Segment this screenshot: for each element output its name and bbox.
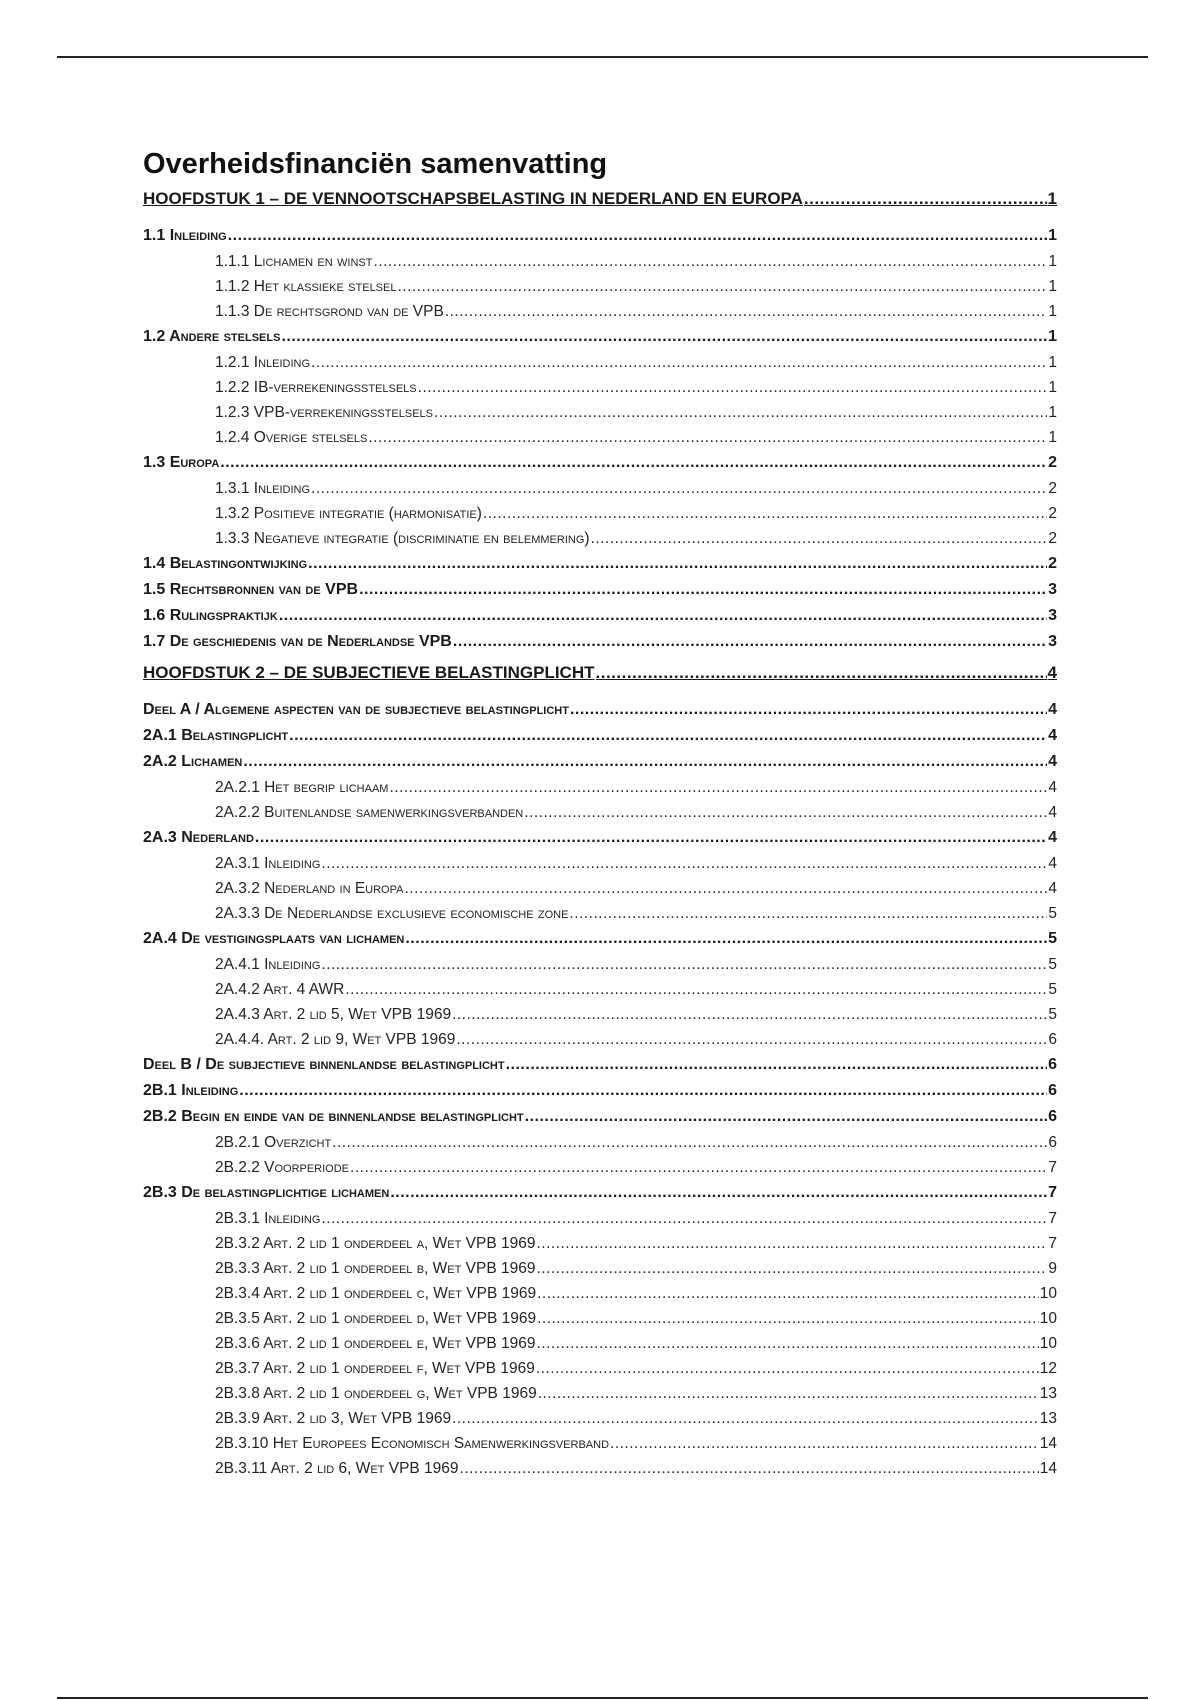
toc-entry-title: 2B.2.1 Overzicht — [215, 1134, 332, 1151]
toc-subsection-entry[interactable] — [143, 1431, 1057, 1456]
toc-dot-leader — [536, 1256, 1047, 1281]
top-rule — [57, 56, 1148, 58]
toc-entry-title: 1.3.1 Inleiding — [215, 480, 311, 497]
toc-entry-title: 2B.3.4 Art. 2 lid 1 onderdeel c, Wet VPB 1969 — [215, 1285, 537, 1302]
toc-dot-leader — [405, 926, 1047, 952]
toc-subsection-entry[interactable] — [143, 1331, 1057, 1356]
toc-entry-title: Deel B / De subjectieve binnenlandse belastingplicht — [143, 1056, 505, 1073]
toc-section-entry[interactable] — [143, 723, 1057, 749]
toc-page-number: 6 — [1048, 1031, 1057, 1048]
toc-page-number: 7 — [1048, 1159, 1057, 1176]
toc-page-number: 14 — [1039, 1435, 1057, 1452]
toc-dot-leader — [537, 1281, 1039, 1306]
toc-subsection-entry[interactable] — [143, 1456, 1057, 1481]
toc-entry-title: 1.3.2 Positieve integratie (harmonisatie) — [215, 505, 482, 522]
toc-page-number: 14 — [1039, 1460, 1057, 1477]
toc-page-number: 10 — [1039, 1310, 1057, 1327]
toc-dot-leader — [345, 977, 1047, 1002]
toc-dot-leader — [321, 851, 1047, 876]
toc-page-number: 6 — [1048, 1082, 1057, 1099]
toc-entry-title: 2B.2.2 Voorperiode — [215, 1159, 350, 1176]
toc-subsection-entry[interactable] — [143, 1256, 1057, 1281]
toc-section-entry[interactable] — [143, 926, 1057, 952]
toc-page-number: 7 — [1048, 1184, 1057, 1201]
toc-entry-title: 1.2.1 Inleiding — [215, 354, 311, 371]
toc-page-number: 5 — [1048, 905, 1057, 922]
toc-entry-title: 1.5 Rechtsbronnen van de VPB — [143, 581, 359, 598]
toc-subsection-entry[interactable] — [143, 476, 1057, 501]
toc-page-number: 1 — [1048, 354, 1057, 371]
toc-dot-leader — [452, 1406, 1039, 1431]
toc-page-number: 4 — [1048, 701, 1057, 718]
toc-entry-title: 2A.4 De vestigingsplaats van lichamen — [143, 930, 405, 947]
toc-entry-title: 1.1.1 Lichamen en winst — [215, 253, 373, 270]
toc-page-number: 3 — [1048, 607, 1057, 624]
toc-subsection-entry[interactable] — [143, 800, 1057, 825]
toc-entry-title: 2B.1 Inleiding — [143, 1082, 239, 1099]
toc-page-number: 13 — [1039, 1385, 1057, 1402]
toc-section-entry[interactable] — [143, 825, 1057, 851]
toc-page-number: 1 — [1048, 328, 1057, 345]
toc-chapter-entry[interactable] — [143, 185, 1057, 212]
toc-entry-title: HOOFDSTUK 1 – DE VENNOOTSCHAPSBELASTING IN NEDERLAND EN EUROPA — [143, 189, 803, 208]
toc-dot-leader — [483, 501, 1047, 526]
toc-entry-title: 2A.4.4. Art. 2 lid 9, Wet VPB 1969 — [215, 1031, 456, 1048]
toc-dot-leader — [445, 299, 1048, 324]
toc-dot-leader — [418, 375, 1048, 400]
toc-entry-title: 2A.4.2 Art. 4 AWR — [215, 981, 345, 998]
toc-page-number: 13 — [1039, 1410, 1057, 1427]
toc-page-number: 1 — [1048, 429, 1057, 446]
toc-subsection-entry[interactable] — [143, 1356, 1057, 1381]
toc-dot-leader — [404, 876, 1047, 901]
toc-subsection-entry[interactable] — [143, 299, 1057, 324]
toc-page-number: 4 — [1048, 779, 1057, 796]
toc-dot-leader — [538, 1381, 1039, 1406]
toc-dot-leader — [350, 1155, 1047, 1180]
toc-entry-title: 1.1.2 Het klassieke stelsel — [215, 278, 397, 295]
toc-dot-leader — [610, 1431, 1039, 1456]
toc-section-entry[interactable] — [143, 1052, 1057, 1078]
toc-page-number: 4 — [1048, 855, 1057, 872]
document-body — [143, 145, 1057, 1481]
toc-page-number: 1 — [1048, 379, 1057, 396]
toc-entry-title: HOOFDSTUK 2 – DE SUBJECTIEVE BELASTINGPLICHT — [143, 663, 595, 682]
toc-spacer — [143, 212, 1057, 223]
toc-section-entry[interactable] — [143, 697, 1057, 723]
toc-entry-title: 1.4 Belastingontwijking — [143, 555, 308, 572]
toc-dot-leader — [453, 629, 1047, 655]
toc-dot-leader — [537, 1306, 1039, 1331]
toc-entry-title: 2B.3.1 Inleiding — [215, 1210, 321, 1227]
toc-page-number: 9 — [1048, 1260, 1057, 1277]
toc-dot-leader — [243, 749, 1047, 775]
toc-dot-leader — [452, 1002, 1047, 1027]
toc-subsection-entry[interactable] — [143, 901, 1057, 926]
bottom-rule — [57, 1697, 1148, 1699]
toc-page-number: 5 — [1048, 956, 1057, 973]
toc-page-number: 7 — [1048, 1235, 1057, 1252]
toc-page-number: 10 — [1039, 1285, 1057, 1302]
document-title: Overheidsfinanciën samenvatting — [143, 148, 608, 180]
toc-dot-leader — [536, 1331, 1038, 1356]
toc-dot-leader — [536, 1231, 1047, 1256]
toc-subsection-entry[interactable] — [143, 501, 1057, 526]
toc-entry-title: 2B.2 Begin en einde van de binnenlandse belastingplicht — [143, 1108, 524, 1125]
toc-page-number: 3 — [1048, 633, 1057, 650]
toc-dot-leader — [804, 185, 1047, 212]
toc-subsection-entry[interactable] — [143, 249, 1057, 274]
toc-page-number: 6 — [1048, 1056, 1057, 1073]
toc-entry-title: 2A.3.2 Nederland in Europa — [215, 880, 404, 897]
toc-page-number: 2 — [1048, 555, 1057, 572]
toc-entry-title: 2B.3.10 Het Europees Economisch Samenwerkingsverband — [215, 1435, 610, 1452]
toc-page-number: 1 — [1048, 404, 1057, 421]
toc-subsection-entry[interactable] — [143, 425, 1057, 450]
toc-page-number: 4 — [1047, 663, 1057, 682]
toc-subsection-entry[interactable] — [143, 350, 1057, 375]
toc-dot-leader — [321, 952, 1047, 977]
toc-entry-title: 1.1 Inleiding — [143, 227, 227, 244]
toc-dot-leader — [279, 603, 1047, 629]
toc-page-number: 1 — [1047, 189, 1057, 208]
toc-section-entry[interactable] — [143, 577, 1057, 603]
toc-entry-title: 1.3 Europa — [143, 454, 220, 471]
toc-dot-leader — [321, 1206, 1047, 1231]
toc-section-entry[interactable] — [143, 749, 1057, 775]
toc-entry-title: 2A.2 Lichamen — [143, 753, 243, 770]
toc-section-entry[interactable] — [143, 603, 1057, 629]
toc-dot-leader — [389, 775, 1047, 800]
toc-entry-title: 2A.2.2 Buitenlandse samenwerkingsverbanden — [215, 804, 524, 821]
toc-entry-title: 2A.2.1 Het begrip lichaam — [215, 779, 389, 796]
toc-dot-leader — [397, 274, 1047, 299]
toc-subsection-entry[interactable] — [143, 1381, 1057, 1406]
toc-dot-leader — [591, 526, 1048, 551]
toc-dot-leader — [460, 1456, 1039, 1481]
toc-subsection-entry[interactable] — [143, 952, 1057, 977]
toc-entry-title: 1.1.3 De rechtsgrond van de VPB — [215, 303, 444, 320]
toc-dot-leader — [281, 324, 1047, 350]
toc-dot-leader — [239, 1078, 1047, 1104]
toc-entry-title: Deel A / Algemene aspecten van de subjectieve belastingplicht — [143, 701, 569, 718]
toc-entry-title: 1.2.2 IB-verrekeningsstelsels — [215, 379, 417, 396]
toc-subsection-entry[interactable] — [143, 876, 1057, 901]
toc-page-number: 2 — [1048, 454, 1057, 471]
toc-page-number: 6 — [1048, 1108, 1057, 1125]
toc-entry-title: 2B.3.2 Art. 2 lid 1 onderdeel a, Wet VPB 1969 — [215, 1235, 536, 1252]
toc-subsection-entry[interactable] — [143, 274, 1057, 299]
toc-entry-title: 1.2.4 Overige stelsels — [215, 429, 368, 446]
toc-subsection-entry[interactable] — [143, 1406, 1057, 1431]
toc-chapter-entry[interactable] — [143, 659, 1057, 686]
toc-entry-title: 1.6 Rulingspraktijk — [143, 607, 278, 624]
toc-page-number: 2 — [1048, 530, 1057, 547]
toc-section-entry[interactable] — [143, 1078, 1057, 1104]
toc-entry-title: 1.2 Andere stelsels — [143, 328, 281, 345]
toc-entry-title: 1.7 De geschiedenis van de Nederlandse VPB — [143, 633, 452, 650]
toc-entry-title: 2A.4.1 Inleiding — [215, 956, 321, 973]
toc-page-number: 5 — [1048, 1006, 1057, 1023]
toc-dot-leader — [506, 1052, 1048, 1078]
toc-dot-leader — [570, 697, 1047, 723]
toc-entry-title: 2B.3.9 Art. 2 lid 3, Wet VPB 1969 — [215, 1410, 452, 1427]
toc-page-number: 4 — [1048, 727, 1057, 744]
toc-entry-title: 2A.3.1 Inleiding — [215, 855, 321, 872]
toc-entry-title: 2B.3.11 Art. 2 lid 6, Wet VPB 1969 — [215, 1460, 459, 1477]
toc-page-number: 3 — [1048, 581, 1057, 598]
toc-entry-title: 2B.3.8 Art. 2 lid 1 onderdeel g, Wet VPB 1969 — [215, 1385, 537, 1402]
toc-page-number: 4 — [1048, 753, 1057, 770]
toc-subsection-entry[interactable] — [143, 851, 1057, 876]
toc-dot-leader — [368, 425, 1047, 450]
toc-subsection-entry[interactable] — [143, 526, 1057, 551]
toc-page-number: 6 — [1048, 1134, 1057, 1151]
toc-dot-leader — [359, 577, 1047, 603]
toc-dot-leader — [255, 825, 1047, 851]
toc-page-number: 10 — [1039, 1335, 1057, 1352]
toc-entry-title: 2B.3.3 Art. 2 lid 1 onderdeel b, Wet VPB 1969 — [215, 1260, 536, 1277]
toc-dot-leader — [373, 249, 1047, 274]
toc-section-entry[interactable] — [143, 551, 1057, 577]
toc-subsection-entry[interactable] — [143, 1027, 1057, 1052]
toc-page-number: 5 — [1048, 981, 1057, 998]
toc-subsection-entry[interactable] — [143, 1155, 1057, 1180]
toc-entry-title: 2A.3.3 De Nederlandse exclusieve economische zone — [215, 905, 569, 922]
toc-page-number: 1 — [1048, 227, 1057, 244]
toc-subsection-entry[interactable] — [143, 775, 1057, 800]
toc-entry-title: 2B.3.6 Art. 2 lid 1 onderdeel e, Wet VPB 1969 — [215, 1335, 536, 1352]
toc-dot-leader — [390, 1180, 1047, 1206]
table-of-contents — [143, 185, 1057, 1481]
toc-dot-leader — [536, 1356, 1039, 1381]
toc-dot-leader — [569, 901, 1047, 926]
toc-dot-leader — [332, 1130, 1047, 1155]
toc-section-entry[interactable] — [143, 1180, 1057, 1206]
toc-entry-title: 1.3.3 Negatieve integratie (discriminatie en belemmering) — [215, 530, 590, 547]
toc-page-number: 4 — [1048, 804, 1057, 821]
toc-dot-leader — [228, 223, 1047, 249]
toc-dot-leader — [220, 450, 1047, 476]
toc-page-number: 2 — [1048, 480, 1057, 497]
toc-entry-title: 2A.3 Nederland — [143, 829, 254, 846]
toc-page-number: 2 — [1048, 505, 1057, 522]
toc-entry-title: 2B.3.7 Art. 2 lid 1 onderdeel f, Wet VPB 1969 — [215, 1360, 535, 1377]
toc-subsection-entry[interactable] — [143, 1231, 1057, 1256]
toc-page-number: 12 — [1039, 1360, 1057, 1377]
toc-entry-title: 2A.4.3 Art. 2 lid 5, Wet VPB 1969 — [215, 1006, 452, 1023]
toc-subsection-entry[interactable] — [143, 1206, 1057, 1231]
toc-dot-leader — [596, 659, 1047, 686]
toc-page-number: 7 — [1048, 1210, 1057, 1227]
toc-subsection-entry[interactable] — [143, 375, 1057, 400]
toc-page-number: 4 — [1048, 829, 1057, 846]
toc-section-entry[interactable] — [143, 223, 1057, 249]
toc-page-number: 1 — [1048, 253, 1057, 270]
toc-section-entry[interactable] — [143, 324, 1057, 350]
toc-section-entry[interactable] — [143, 450, 1057, 476]
toc-entry-title: 2B.3 De belastingplichtige lichamen — [143, 1184, 390, 1201]
toc-entry-title: 2B.3.5 Art. 2 lid 1 onderdeel d, Wet VPB 1969 — [215, 1310, 537, 1327]
toc-dot-leader — [311, 476, 1047, 501]
toc-dot-leader — [311, 350, 1047, 375]
toc-subsection-entry[interactable] — [143, 1281, 1057, 1306]
toc-dot-leader — [456, 1027, 1047, 1052]
toc-dot-leader — [434, 400, 1047, 425]
toc-subsection-entry[interactable] — [143, 1130, 1057, 1155]
toc-subsection-entry[interactable] — [143, 1306, 1057, 1331]
toc-dot-leader — [525, 1104, 1047, 1130]
toc-subsection-entry[interactable] — [143, 977, 1057, 1002]
toc-page-number: 1 — [1048, 303, 1057, 320]
toc-dot-leader — [289, 723, 1047, 749]
toc-dot-leader — [308, 551, 1047, 577]
toc-subsection-entry[interactable] — [143, 1002, 1057, 1027]
toc-page-number: 5 — [1048, 930, 1057, 947]
toc-dot-leader — [524, 800, 1047, 825]
toc-spacer — [143, 686, 1057, 697]
toc-subsection-entry[interactable] — [143, 400, 1057, 425]
toc-page-number: 1 — [1048, 278, 1057, 295]
toc-page-number: 4 — [1048, 880, 1057, 897]
toc-entry-title: 2A.1 Belastingplicht — [143, 727, 289, 744]
toc-entry-title: 1.2.3 VPB-verrekeningsstelsels — [215, 404, 434, 421]
toc-section-entry[interactable] — [143, 1104, 1057, 1130]
toc-section-entry[interactable] — [143, 629, 1057, 655]
